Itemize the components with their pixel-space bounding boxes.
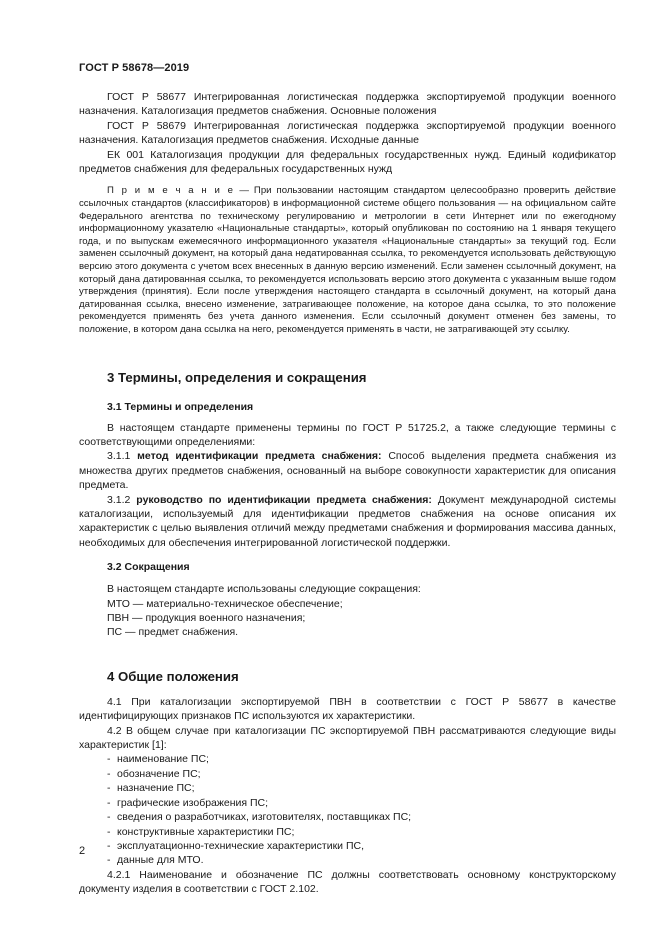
- document-header: ГОСТ Р 58678—2019: [79, 62, 190, 74]
- list-item: - эксплуатационно-технические характеристики ПС,: [107, 839, 364, 852]
- abbreviation-item: ПВН — продукция военного назначения;: [107, 612, 306, 625]
- note-label: П р и м е ч а н и е: [107, 185, 235, 197]
- list-item: - наименование ПС;: [107, 753, 209, 766]
- list-item: - графические изображения ПС;: [107, 796, 269, 809]
- list-item: - конструктивные характеристики ПС;: [107, 825, 295, 838]
- subsection-3-2-title: 3.2 Сокращения: [107, 561, 190, 574]
- term-number: 3.1.2: [107, 493, 137, 506]
- section-4-title: 4 Общие положения: [107, 668, 239, 684]
- term-name: руководство по идентификации предмета снабжения:: [136, 493, 432, 506]
- normative-reference: ГОСТ Р 58679 Интегрированная логистическая поддержка экспортируемой продукции военного назначения. Каталогизация предметов снабжения. Исходные данные: [79, 119, 616, 147]
- page-number: 2: [79, 845, 86, 857]
- term-name: метод идентификации предмета снабжения:: [137, 450, 382, 463]
- abbreviations-intro: В настоящем стандарте использованы следующие сокращения:: [107, 583, 421, 596]
- list-item: - назначение ПС;: [107, 782, 195, 795]
- paragraph-4-2: 4.2 В общем случае при каталогизации ПС экспортируемой ПВН рассматриваются следующие виды характеристик [1]:: [79, 724, 616, 752]
- term-definition: [79, 493, 616, 551]
- term-text: Документ международной системы каталогизации, используемый для идентификации предметов снабжения на основе описания их характеристик с целью выявления отличий между предметами снабжения и формирования массива данных, необходимых для обеспечения интегрированной логистической поддержки.: [79, 493, 616, 549]
- normative-reference: ГОСТ Р 58677 Интегрированная логистическая поддержка экспортируемой продукции военного назначения. Каталогизация предметов снабжения. Основные положения: [79, 91, 616, 118]
- term-number: 3.1.1: [107, 450, 138, 463]
- subsection-3-1-title: 3.1 Термины и определения: [107, 400, 254, 413]
- term-definition: [79, 449, 616, 492]
- abbreviation-item: ПС — предмет снабжения.: [107, 626, 239, 639]
- abbreviation-item: МТО — материально-техническое обеспечение;: [107, 597, 343, 610]
- list-item: - обозначение ПС;: [107, 767, 201, 780]
- terms-intro: В настоящем стандарте применены термины по ГОСТ Р 51725.2, а также следующие термины с соответствующими определениями:: [79, 421, 616, 448]
- paragraph-4-2-1: 4.2.1 Наименование и обозначение ПС должны соответствовать основному конструкторскому документу изделия в соответствии с ГОСТ 2.102.: [79, 868, 616, 896]
- note-text: — При пользовании настоящим стандартом целесообразно проверить действие ссылочных стандартов (классификаторов) в информационной системе общего пользования — на официальном сайте Федерального агентства по техническому регулированию и метрологии в сети Интернет или по ежегодному информационному указателю «Национальные стандарты», который опубликован по состоянию на 1 января текущего года, и по выпускам ежемесячного информационного указателя «Национальные стандарты» за текущий год. Если заменен ссылочный документ, на который дана недатированная ссылка, то рекомендуется использовать действующую версию этого документа с учетом всех внесенных в данную версию изменений. Если заменен ссылочный документ, на который дана датированная ссылка, то рекомендуется использовать версию этого документа с указанным выше годом утверждения (принятия). Если после утверждения настоящего стандарта в ссылочный документ, на который дана датированная ссылка, внесено изменение, затрагивающее положение, на которое дана ссылка, то это положение рекомендуется применять без учета данного изменения. Если ссылочный документ отменен без замены, то положение, в котором дана ссылка на него, рекомендуется применять в части, не затрагивающей эту ссылку.: [79, 185, 616, 335]
- term-text: Способ выделения предмета снабжения из множества других предметов снабжения, основанный на выборе совокупности характеристик для описания предмета.: [79, 450, 617, 492]
- section-3-title: 3 Термины, определения и сокращения: [107, 369, 367, 385]
- list-item: - сведения о разработчиках, изготовителях, поставщиках ПС;: [107, 811, 412, 824]
- reference-note: [79, 185, 616, 336]
- characteristics-list: [79, 752, 616, 867]
- paragraph-4-1: 4.1 При каталогизации экспортируемой ПВН в соответствии с ГОСТ Р 58677 в качестве идентифицирующих признаков ПС используются их характеристики.: [79, 695, 616, 723]
- normative-reference: ЕК 001 Каталогизация продукции для федеральных государственных нужд. Единый кодификатор предметов снабжения для федеральных государственных нужд: [79, 148, 616, 176]
- page-content: [79, 90, 616, 897]
- list-item: - данные для МТО.: [107, 854, 204, 867]
